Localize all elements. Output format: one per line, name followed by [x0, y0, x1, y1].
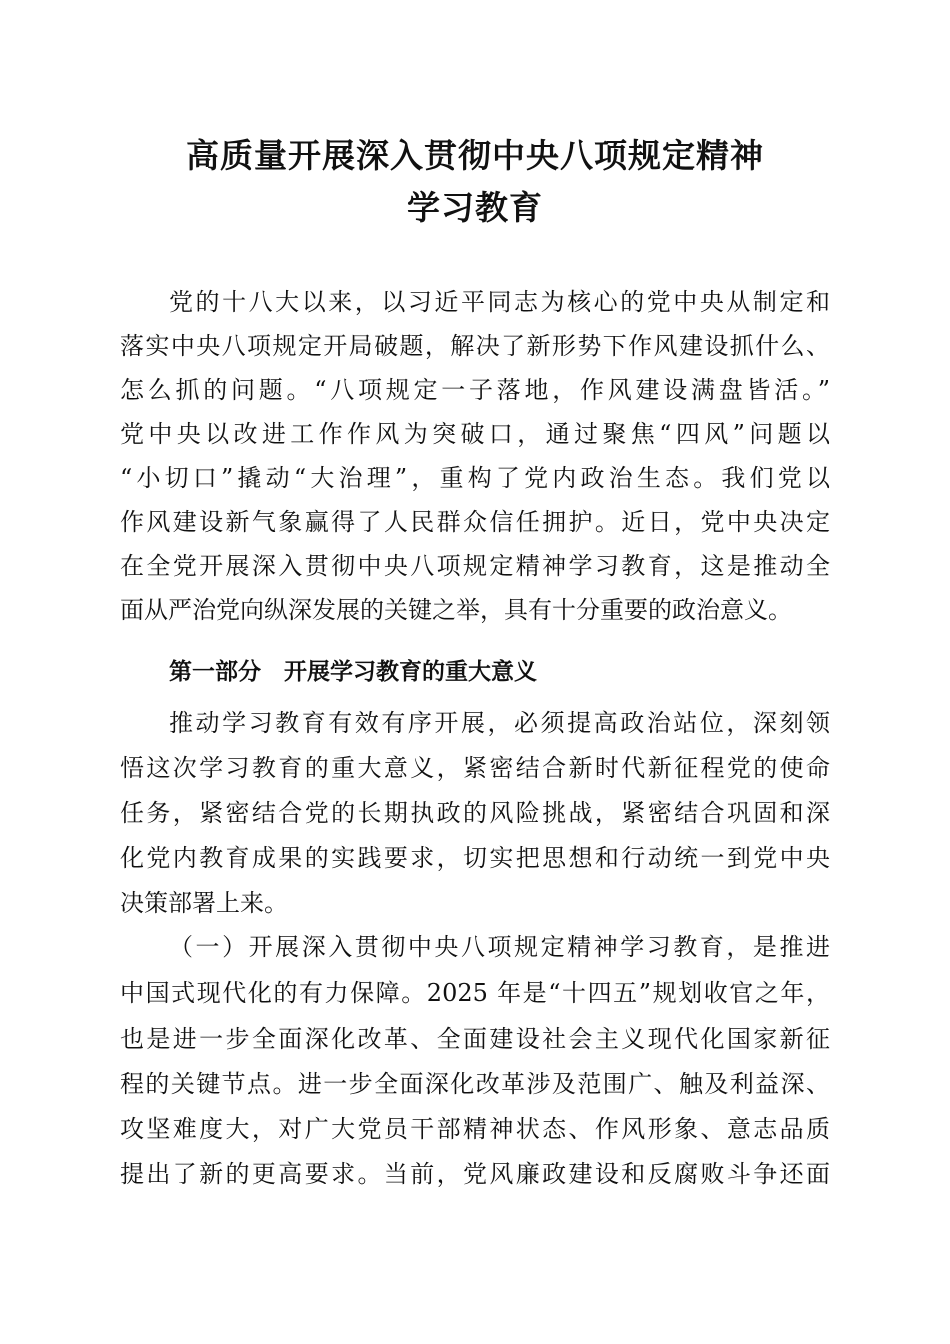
paragraph-2-line: 化党内教育成果的实践要求，切实把思想和行动统一到党中央 — [120, 844, 830, 872]
paragraph-2-line: 决策部署上来。 — [120, 889, 288, 917]
document-title-line-2: 学习教育 — [407, 188, 543, 227]
paragraph-2-line: 悟这次学习教育的重大意义，紧密结合新时代新征程党的使命 — [120, 754, 830, 782]
paragraph-2-line: 任务，紧密结合党的长期执政的风险挑战，紧密结合巩固和深 — [120, 799, 830, 827]
paragraph-1-line: 在全党开展深入贯彻中央八项规定精神学习教育，这是推动全 — [120, 552, 830, 580]
paragraph-3-line: 程的关键节点。进一步全面深化改革涉及范围广、触及利益深、 — [120, 1070, 830, 1098]
paragraph-2-line: 推动学习教育有效有序开展，必须提高政治站位，深刻领 — [169, 709, 830, 737]
section-heading: 第一部分 开展学习教育的重大意义 — [169, 659, 537, 685]
paragraph-1-line: “小切口”撬动“大治理”，重构了党内政治生态。我们党以 — [120, 464, 830, 492]
paragraph-1-line: 怎么抓的问题。“八项规定一子落地，作风建设满盘皆活。” — [120, 376, 830, 404]
paragraph-3-line: （一）开展深入贯彻中央八项规定精神学习教育，是推进 — [169, 933, 830, 961]
paragraph-3-line: 中国式现代化的有力保障。2025 年是“十四五”规划收官之年， — [120, 979, 830, 1007]
paragraph-1-line: 作风建设新气象赢得了人民群众信任拥护。近日，党中央决定 — [120, 508, 830, 536]
paragraph-3-line: 攻坚难度大，对广大党员干部精神状态、作风形象、意志品质 — [120, 1115, 830, 1143]
paragraph-3-line: 也是进一步全面深化改革、全面建设社会主义现代化国家新征 — [120, 1025, 830, 1053]
paragraph-1-line: 党的十八大以来，以习近平同志为核心的党中央从制定和 — [169, 288, 830, 316]
paragraph-1-line: 落实中央八项规定开局破题，解决了新形势下作风建设抓什么、 — [120, 332, 830, 360]
paragraph-3-line: 提出了新的更高要求。当前，党风廉政建设和反腐败斗争还面 — [120, 1160, 830, 1188]
paragraph-1-line: 面从严治党向纵深发展的关键之举，具有十分重要的政治意义。 — [120, 596, 792, 624]
paragraph-1-line: 党中央以改进工作作风为突破口，通过聚焦“四风”问题以 — [120, 420, 830, 448]
document-title-line-1: 高质量开展深入贯彻中央八项规定精神 — [186, 136, 764, 175]
